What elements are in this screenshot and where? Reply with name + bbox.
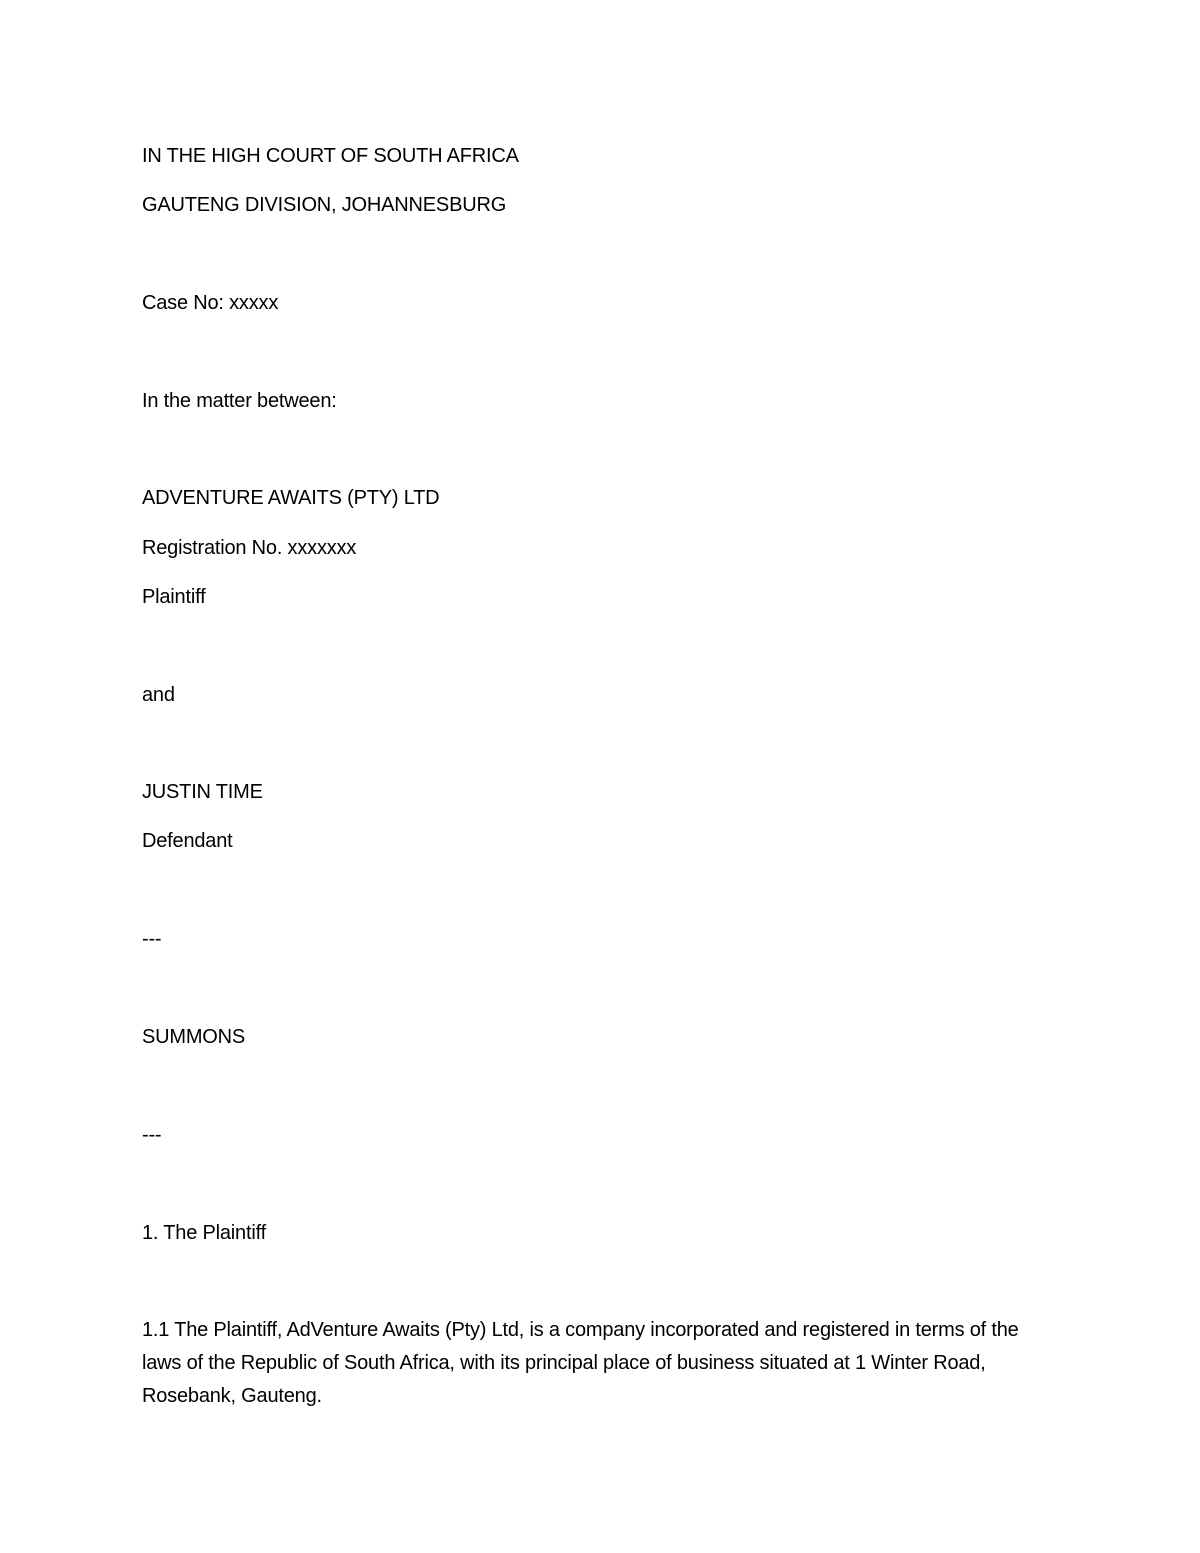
plaintiff-registration: Registration No. xxxxxxx xyxy=(142,537,357,559)
and-conjunction: and xyxy=(142,684,175,706)
section-paragraph: 1.1 The Plaintiff, AdVenture Awaits (Pty) Ltd, is a company incorporated and registered in terms of the laws of the Republic of South Africa, with its principal place of business situated at 1 Winter Road, Rosebank, Gauteng. xyxy=(142,1319,1019,1407)
defendant-role: Defendant xyxy=(142,830,233,852)
plaintiff-role: Plaintiff xyxy=(142,586,206,608)
court-name: IN THE HIGH COURT OF SOUTH AFRICA xyxy=(142,145,519,167)
defendant-name: JUSTIN TIME xyxy=(142,781,263,803)
matter-intro: In the matter between: xyxy=(142,390,337,412)
document-title: SUMMONS xyxy=(142,1026,246,1048)
plaintiff-name: ADVENTURE AWAITS (PTY) LTD xyxy=(142,487,440,509)
court-division: GAUTENG DIVISION, JOHANNESBURG xyxy=(142,194,507,216)
section-heading: 1. The Plaintiff xyxy=(142,1222,266,1244)
separator-bottom: --- xyxy=(142,1124,162,1146)
case-number: Case No: xxxxx xyxy=(142,292,279,314)
separator-top: --- xyxy=(142,928,162,950)
